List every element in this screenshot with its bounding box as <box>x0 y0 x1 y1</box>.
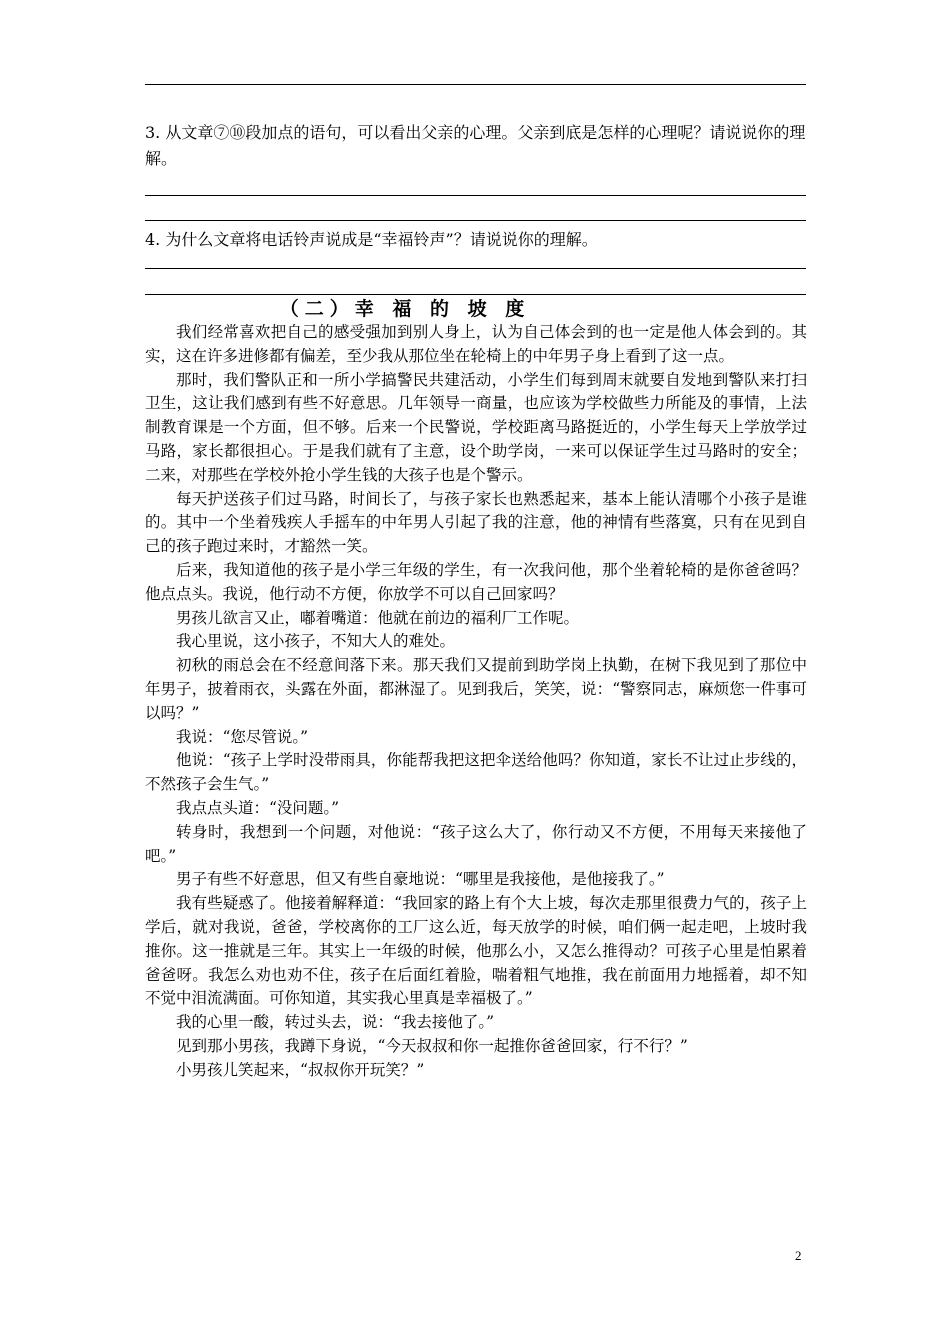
answer-line <box>145 195 806 196</box>
paragraph: 我心里说，这小孩子，不知大人的难处。 <box>176 632 456 651</box>
answer-line <box>145 84 806 85</box>
paragraph: 我点点头道：“没问题。” <box>176 798 340 817</box>
question-3: 3. 从文章⑦⑩段加点的语句，可以看出父亲的心理。父亲到底是怎样的心理呢？请说说你的理解。 <box>145 123 806 168</box>
paragraph: 小男孩儿笑起来，“叔叔你开玩笑？” <box>176 1060 425 1079</box>
answer-line <box>145 220 806 221</box>
paragraph: 男子有些不好意思，但又有些自豪地说：“哪里是我接他，是他接我了。” <box>176 870 665 889</box>
paragraph: 男孩儿欲言又止，嘟着嘴道：他就在前边的福利厂工作呢。 <box>176 608 580 627</box>
paragraph: 每天护送孩子们过马路，时间长了，与孩子家长也熟悉起来，基本上能认清哪个小孩子是谁的。其中一个坐着残疾人手摇车的中年男人引起了我的注意，他的神情有些落寞，只有在见到自己的孩子跑过来时，才豁然一笑。 <box>145 489 807 556</box>
article-body <box>145 321 807 1083</box>
question-4: 4. 为什么文章将电话铃声说成是“幸福铃声”？请说说你的理解。 <box>145 230 598 249</box>
paragraph: 后来，我知道他的孩子是小学三年级的学生，有一次我问他，那个坐着轮椅的是你爸爸吗？他点点头。我说，他行动不方便，你放学不可以自己回家吗？ <box>145 560 807 603</box>
paragraph: 初秋的雨总会在不经意间落下来。那天我们又提前到助学岗上执勤，在树下我见到了那位中年男子，披着雨衣，头露在外面，都淋湿了。见到我后，笑笑，说：“警察同志，麻烦您一件事可以吗？” <box>145 656 807 722</box>
answer-line <box>145 294 806 295</box>
paragraph: 我的心里一酸，转过头去，说：“我去接他了。” <box>176 1013 495 1032</box>
answer-line <box>145 268 806 269</box>
section-title: （二）幸 福 的 坡 度 <box>279 298 531 320</box>
page-number: 2 <box>795 1248 802 1263</box>
paragraph: 转身时，我想到一个问题，对他说：“孩子这么大了，你行动又不方便，不用每天来接他了吧。” <box>145 822 807 865</box>
paragraph: 见到那小男孩，我蹲下身说，“今天叔叔和你一起推你爸爸回家，行不行？” <box>176 1036 688 1055</box>
paragraph: 我们经常喜欢把自己的感受强加到别人身上，认为自己体会到的也一定是他人体会到的。其实，这在许多进修都有偏差，至少我从那位坐在轮椅上的中年男子身上看到了这一点。 <box>145 323 807 365</box>
paragraph: 他说：“孩子上学时没带雨具，你能帮我把这把伞送给他吗？你知道，家长不让过止步线的，不然孩子会生气。” <box>145 751 807 794</box>
paragraph: 那时，我们警队正和一所小学搞警民共建活动，小学生们每到周末就要自发地到警队来打扫卫生，这让我们感到有些不好意思。几年领导一商量，也应该为学校做些力所能及的事情，上法制教育课是一个方面，但不够。后来一个民警说，学校距离马路挺近的，小学生每天上学放学过马路，家长都很担心。于是我们就有了主意，设个助学岗，一来可以保证学生过马路时的安全；二来，对那些在学校外抢小学生钱的大孩子也是个警示。 <box>145 370 807 484</box>
paragraph: 我有些疑惑了。他接着解释道：“我回家的路上有个大上坡，每次走那里很费力气的，孩子上学后，就对我说，爸爸，学校离你的工厂这么近，每天放学的时候，咱们俩一起走吧，上坡时我推你。这一推就是三年。其实上一年级的时候，他那么小，又怎么推得动？可孩子心里是怕累着爸爸呀。我怎么劝也劝不住，孩子在后面红着脸，喘着粗气地推，我在前面用力地摇着，却不知不觉中泪流满面。可你知道，其实我心里真是幸福极了。” <box>145 894 807 1008</box>
paragraph: 我说：“您尽管说。” <box>176 727 309 746</box>
